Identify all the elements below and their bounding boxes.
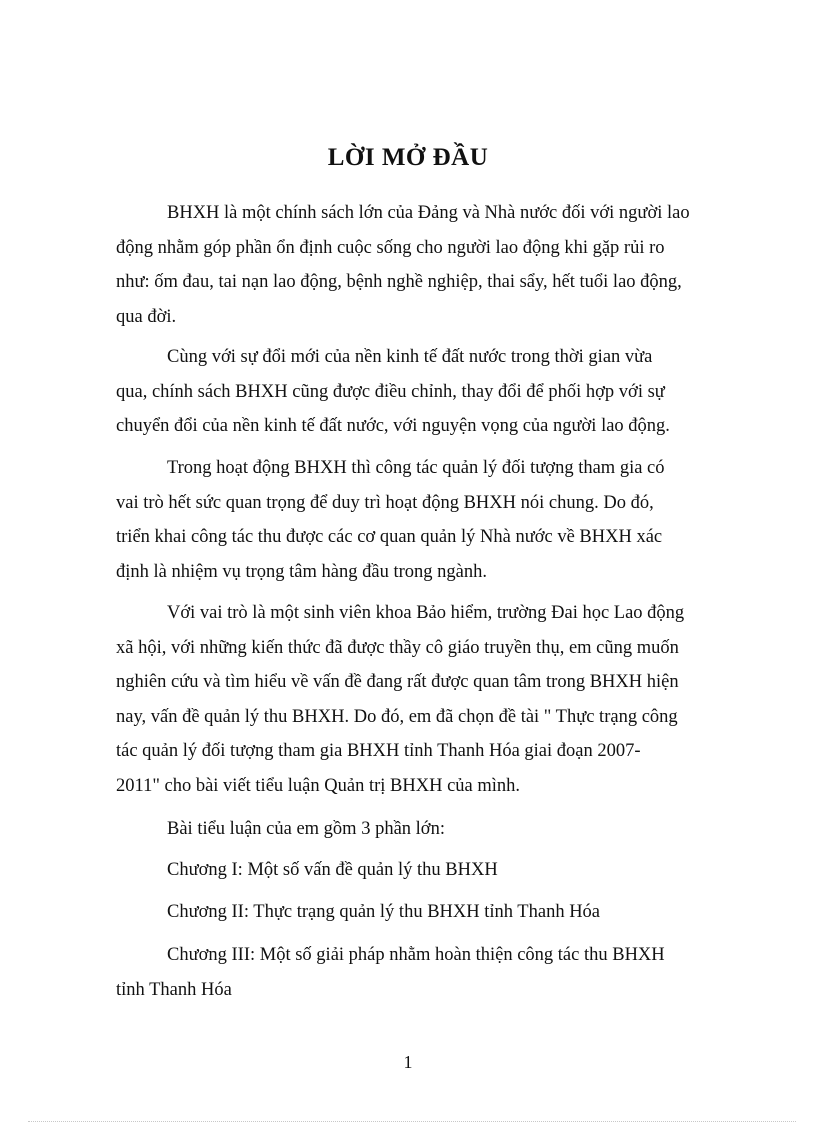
paragraph-line: tỉnh Thanh Hóa [116,979,232,1000]
paragraph-intro [116,196,694,334]
paragraph-line: qua đời. [116,306,177,327]
chapter-2: Chương II: Thực trạng quản lý thu BHXH tỉnh Thanh Hóa [167,902,601,922]
paragraph-line: Với vai trò là một sinh viên khoa Bảo hiểm, trường Đai học Lao động [167,603,685,623]
paragraph-line: vai trò hết sức quan trọng để duy trì hoạt động BHXH nói chung. Do đó, [116,492,654,513]
paragraph-line: động nhằm góp phần ổn định cuộc sống cho người lao động khi gặp rủi ro [116,237,665,258]
chapter-1: Chương I: Một số vấn đề quản lý thu BHXH [167,860,498,880]
paragraph-line: như: ốm đau, tai nạn lao động, bệnh nghề nghiệp, thai sẩy, hết tuổi lao động, [116,272,682,292]
paragraph-line: tác quản lý đối tượng tham gia BHXH tỉnh Thanh Hóa giai đoạn 2007- [116,741,641,761]
paragraph-line: BHXH là một chính sách lớn của Đảng và Nhà nước đối với người lao [167,203,690,223]
paragraph-line: Cùng với sự đổi mới của nền kinh tế đất nước trong thời gian vừa [167,347,653,367]
paragraph-line: nghiên cứu và tìm hiểu về vấn đề đang rất được quan tâm trong BHXH hiện [116,672,679,692]
paragraph-line: nay, vấn đề quản lý thu BHXH. Do đó, em đã chọn đề tài " Thực trạng công [116,706,678,727]
paragraph-line: 2011" cho bài viết tiểu luận Quản trị BHXH của mình. [116,775,521,796]
paragraph-line: xã hội, với những kiến thức đã được thầy cô giáo truyền thụ, em cũng muốn [116,637,679,658]
outline-intro: Bài tiểu luận của em gồm 3 phần lớn: [167,819,445,839]
paragraph-line: định là nhiệm vụ trọng tâm hàng đầu trong ngành. [116,561,487,582]
page-bottom-divider [28,1121,796,1122]
paragraph-line: chuyển đổi của nền kinh tế đất nước, với nguyện vọng của người lao động. [116,416,670,436]
page-number: 1 [403,1052,413,1072]
chapter-3 [116,938,694,1007]
paragraph-line: triển khai công tác thu được các cơ quan quản lý Nhà nước về BHXH xác [116,527,663,547]
paragraph-line: Chương III: Một số giải pháp nhằm hoàn thiện công tác thu BHXH [167,945,665,965]
paragraph-reform [116,340,694,444]
paragraph-management [116,451,694,589]
document-title: LỜI MỞ ĐẦU [327,144,489,171]
paragraph-topic [116,596,694,803]
paragraph-line: Trong hoạt động BHXH thì công tác quản lý đối tượng tham gia có [167,458,665,478]
paragraph-line: qua, chính sách BHXH cũng được điều chỉnh, thay đổi để phối hợp với sự [116,381,665,402]
